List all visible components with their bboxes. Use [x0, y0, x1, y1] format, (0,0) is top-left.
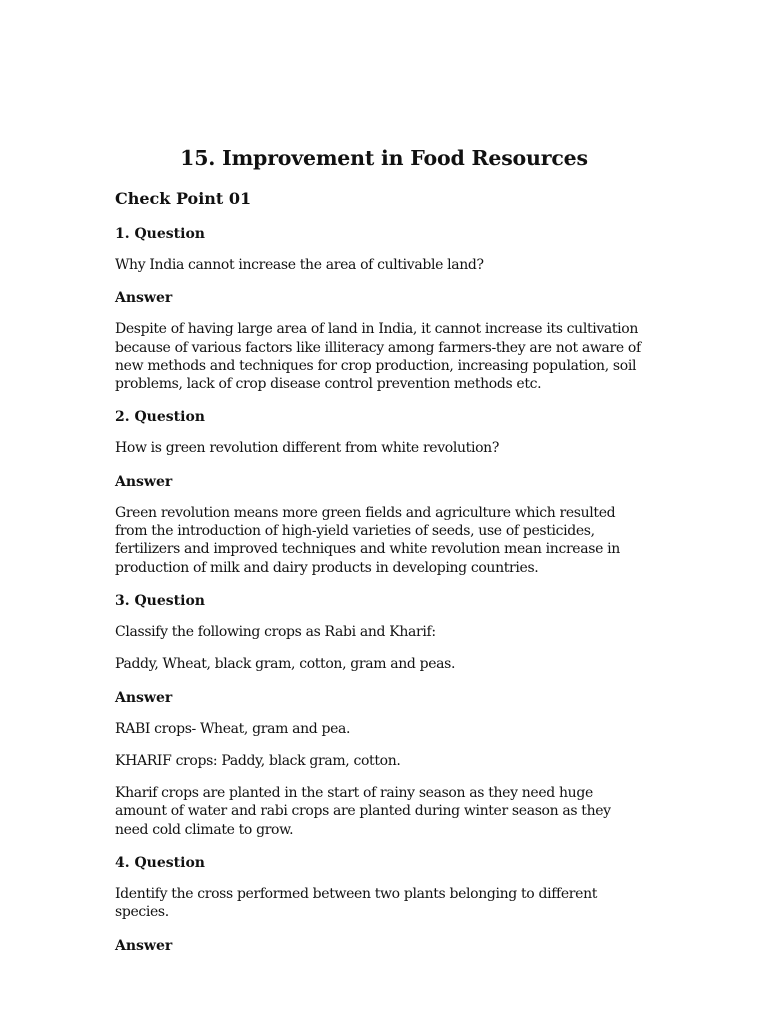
paragraph [115, 885, 675, 922]
paragraph [115, 623, 675, 641]
paragraph-line: KHARIF crops: Paddy, black gram, cotton. [115, 752, 401, 769]
document-body [115, 224, 675, 968]
paragraph-line: need cold climate to grow. [115, 821, 294, 838]
paragraph-line: from the introduction of high-yield varieties of seeds, use of pesticides, [115, 523, 595, 540]
paragraph-line: Why India cannot increase the area of cultivable land? [115, 257, 484, 273]
answer-label: Answer [115, 937, 173, 954]
answer-label: Answer [115, 689, 173, 706]
paragraph [115, 320, 675, 393]
paragraph-line: new methods and techniques for crop production, increasing population, soil [115, 357, 637, 374]
paragraph [115, 439, 675, 457]
paragraph-line: Identify the cross performed between two plants belonging to different [115, 886, 598, 903]
paragraph-line: because of various factors like illiteracy among farmers-they are not aware of [115, 339, 641, 356]
paragraph-line: Despite of having large area of land in India, it cannot increase its cultivation [115, 321, 639, 338]
section-heading: Check Point 01 [115, 189, 252, 208]
paragraph-line: RABI crops- Wheat, gram and pea. [115, 720, 351, 737]
paragraph-line: Paddy, Wheat, black gram, cotton, gram and peas. [115, 656, 456, 673]
answer-label: Answer [115, 290, 173, 307]
paragraph [115, 504, 675, 577]
paragraph-line: problems, lack of crop disease control prevention methods etc. [115, 376, 542, 393]
paragraph-line: Classify the following crops as Rabi and Kharif: [115, 623, 436, 640]
question-label: 3. Question [115, 592, 205, 609]
paragraph-line: production of milk and dairy products in developing countries. [115, 559, 539, 576]
paragraph-line: Green revolution means more green fields and agriculture which resulted [115, 504, 616, 521]
paragraph-line: fertilizers and improved techniques and white revolution mean increase in [115, 541, 620, 558]
paragraph-line: amount of water and rabi crops are planted during winter season as they [115, 803, 611, 820]
answer-label: Answer [115, 473, 173, 490]
paragraph-line: species. [115, 904, 169, 921]
paragraph [115, 655, 675, 673]
paragraph-line: How is green revolution different from white revolution? [115, 440, 499, 457]
question-label: 4. Question [115, 855, 205, 872]
question-label: 2. Question [115, 409, 205, 426]
paragraph [115, 784, 675, 839]
paragraph [115, 752, 675, 770]
question-label: 1. Question [115, 226, 205, 242]
paragraph-line: Kharif crops are planted in the start of rainy season as they need huge [115, 785, 593, 802]
paragraph [115, 256, 675, 274]
page-title: 15. Improvement in Food Resources [180, 146, 588, 170]
paragraph [115, 720, 675, 738]
